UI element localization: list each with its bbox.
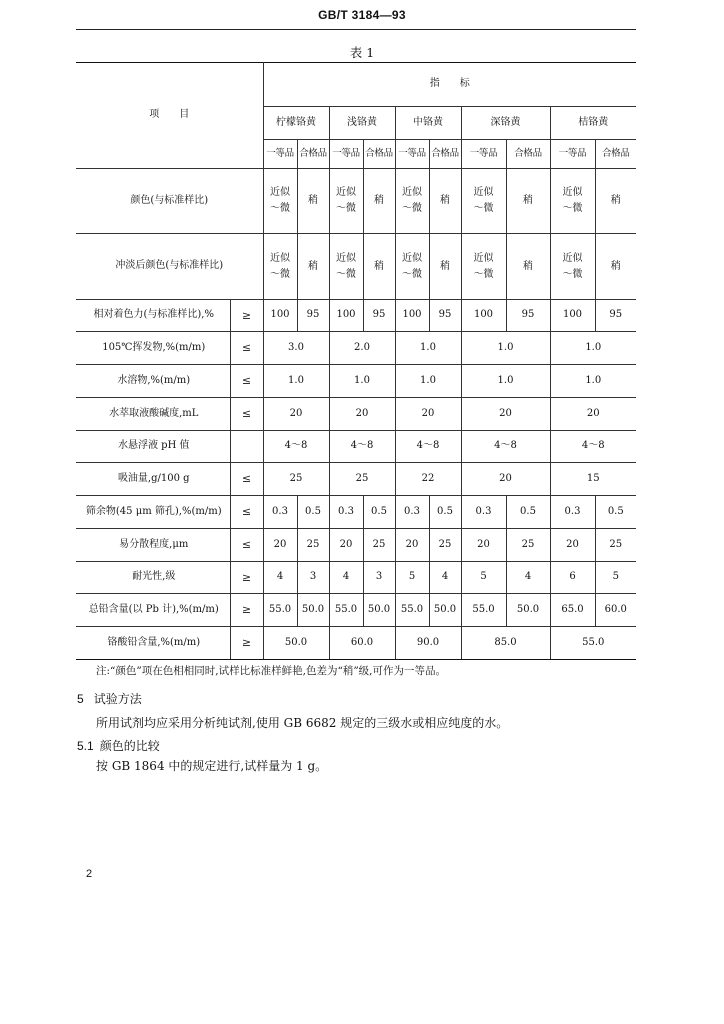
cell-line: ～微 [562, 268, 583, 280]
table-cell [329, 234, 363, 300]
row-operator: ≥ [230, 627, 263, 660]
grade-first-class: 一等品 [329, 140, 363, 169]
cell-line: 稍 [440, 260, 450, 272]
cell-line: ～微 [562, 203, 583, 214]
table-cell: 50.0 [429, 594, 461, 627]
table-cell: 25 [429, 529, 461, 562]
table-cell: 15 [550, 463, 636, 496]
cell-line: ～微 [473, 268, 494, 280]
table-cell: 50.0 [363, 594, 395, 627]
grade-qualified: 合格品 [363, 140, 395, 169]
row-item-label: 总铅含量(以 Pb 计),%(m/m) [76, 594, 230, 627]
table-cell: 0.3 [461, 496, 506, 529]
table-cell: 100 [329, 300, 363, 332]
table-cell: 100 [461, 300, 506, 332]
row-operator: ≥ [230, 594, 263, 627]
table-cell: 4～8 [395, 431, 461, 463]
table-cell: 4～8 [263, 431, 329, 463]
table-cell: 65.0 [550, 594, 595, 627]
table-row [76, 562, 636, 594]
row-item-label: 相对着色力(与标准样比),% [76, 300, 230, 332]
table-cell: 50.0 [506, 594, 550, 627]
table-cell: 1.0 [263, 365, 329, 398]
table-caption: 表 1 [349, 45, 375, 60]
grade-qualified: 合格品 [297, 140, 329, 169]
table-cell: 4 [429, 562, 461, 594]
table-cell: 1.0 [395, 332, 461, 365]
standard-number-header: GB/T 3184—93 [318, 8, 406, 22]
section-5-1-heading [77, 737, 160, 754]
grade-qualified: 合格品 [506, 140, 550, 169]
table-cell [461, 169, 506, 234]
table-cell: 0.5 [595, 496, 636, 529]
row-operator: ≤ [230, 496, 263, 529]
table-row [76, 398, 636, 431]
table-cell: 5 [395, 562, 429, 594]
table-cell [263, 169, 297, 234]
cell-line: 稍 [374, 195, 384, 206]
table-cell [395, 234, 429, 300]
header-rule [76, 29, 636, 30]
table-cell [363, 234, 395, 300]
cell-line: 近似 [336, 252, 356, 264]
table-cell: 0.5 [429, 496, 461, 529]
section-5-1-paragraph: 按 GB 1864 中的规定进行,试样量为 1 g。 [96, 759, 328, 773]
table-row [76, 332, 636, 365]
cell-line: 近似 [562, 187, 583, 198]
table-row [76, 63, 636, 107]
grade-qualified: 合格品 [429, 140, 461, 169]
row-item-label: 105℃挥发物,%(m/m) [76, 332, 230, 365]
row-operator: ≤ [230, 398, 263, 431]
table-cell: 50.0 [263, 627, 329, 660]
table-cell: 3 [297, 562, 329, 594]
table-cell: 1.0 [395, 365, 461, 398]
row-operator: ≤ [230, 529, 263, 562]
table-cell: 25 [329, 463, 395, 496]
cell-line: 近似 [473, 187, 494, 198]
cell-line: 稍 [440, 195, 450, 206]
cell-line: 稍 [523, 195, 533, 206]
table-row [76, 463, 636, 496]
table-cell: 4～8 [461, 431, 550, 463]
table-cell [297, 234, 329, 300]
table-cell: 55.0 [263, 594, 297, 627]
cell-line: 近似 [402, 187, 422, 198]
table-cell: 60.0 [595, 594, 636, 627]
row-item-label: 颜色(与标准样比) [76, 169, 263, 234]
cell-line: 近似 [402, 252, 422, 264]
table-cell: 6 [550, 562, 595, 594]
row-item-label: 水悬浮液 pH 值 [76, 431, 230, 463]
table-cell: 5 [461, 562, 506, 594]
table-cell: 0.3 [395, 496, 429, 529]
table-cell: 20 [550, 529, 595, 562]
row-item-label: 水萃取液酸碱度,mL [76, 398, 230, 431]
table-cell [363, 169, 395, 234]
row-item-label: 铬酸铅含量,%(m/m) [76, 627, 230, 660]
cell-line: ～微 [402, 203, 422, 214]
table-cell: 90.0 [395, 627, 461, 660]
table-cell: 20 [329, 398, 395, 431]
table-cell: 55.0 [395, 594, 429, 627]
table-cell: 22 [395, 463, 461, 496]
table-cell: 55.0 [550, 627, 636, 660]
cell-line: 稍 [308, 260, 318, 272]
cell-line: ～微 [336, 268, 356, 280]
table-cell: 0.3 [550, 496, 595, 529]
section-5-title: 试验方法 [93, 692, 142, 706]
table-cell: 25 [363, 529, 395, 562]
table-cell [461, 234, 506, 300]
row-operator: ≥ [230, 562, 263, 594]
table-cell: 4～8 [550, 431, 636, 463]
table-cell: 95 [506, 300, 550, 332]
cell-line: ～微 [402, 268, 422, 280]
table-cell: 60.0 [329, 627, 395, 660]
table-cell: 25 [297, 529, 329, 562]
table-cell: 20 [461, 398, 550, 431]
row-item-label: 冲淡后颜色(与标准样比) [76, 234, 263, 300]
table-cell: 100 [550, 300, 595, 332]
indicator-header: 指 标 [263, 63, 636, 107]
table-cell: 4～8 [329, 431, 395, 463]
spec-table [76, 62, 636, 660]
table-cell [550, 169, 595, 234]
product-header: 柠檬铬黄 [263, 107, 329, 140]
table-cell: 1.0 [461, 365, 550, 398]
product-header: 中铬黄 [395, 107, 461, 140]
product-header: 桔铬黄 [550, 107, 636, 140]
cell-line: 近似 [270, 187, 290, 198]
grade-first-class: 一等品 [263, 140, 297, 169]
table-cell [595, 234, 636, 300]
cell-line: ～微 [336, 203, 356, 214]
row-item-label: 易分散程度,μm [76, 529, 230, 562]
table-cell: 55.0 [461, 594, 506, 627]
table-cell [429, 169, 461, 234]
section-5-paragraph: 所用试剂均应采用分析纯试剂,使用 GB 6682 规定的三级水或相应纯度的水。 [96, 716, 509, 730]
table-cell: 20 [461, 529, 506, 562]
table-cell: 1.0 [329, 365, 395, 398]
table-cell: 95 [595, 300, 636, 332]
table-cell: 20 [263, 529, 297, 562]
cell-line: ～微 [473, 203, 494, 214]
table-cell: 20 [329, 529, 363, 562]
table-cell: 3 [363, 562, 395, 594]
row-item-label: 水溶物,%(m/m) [76, 365, 230, 398]
table-cell: 85.0 [461, 627, 550, 660]
table-row [76, 365, 636, 398]
table-cell [329, 169, 363, 234]
product-header: 深铬黄 [461, 107, 550, 140]
table-row [76, 234, 636, 300]
row-operator: ≥ [230, 300, 263, 332]
section-5-heading [77, 690, 142, 707]
page-number: 2 [86, 868, 93, 880]
cell-line: 稍 [610, 260, 621, 272]
table-cell: 50.0 [297, 594, 329, 627]
table-cell [429, 234, 461, 300]
cell-line: 稍 [610, 195, 621, 206]
table-cell: 0.3 [263, 496, 297, 529]
item-header: 项 目 [76, 63, 263, 169]
table-cell: 20 [461, 463, 550, 496]
cell-line: ～微 [270, 203, 290, 214]
table-cell: 0.3 [329, 496, 363, 529]
table-row [76, 496, 636, 529]
row-item-label: 筛余物(45 μm 筛孔),%(m/m) [76, 496, 230, 529]
table-cell: 20 [263, 398, 329, 431]
section-5-1-number: 5.1 [77, 739, 94, 753]
table-cell: 1.0 [550, 365, 636, 398]
table-cell [550, 234, 595, 300]
table-cell: 0.5 [363, 496, 395, 529]
row-operator: ≤ [230, 332, 263, 365]
table-cell: 4 [263, 562, 297, 594]
grade-qualified: 合格品 [595, 140, 636, 169]
cell-line: 近似 [270, 252, 290, 264]
row-item-label: 吸油量,g/100 g [76, 463, 230, 496]
table-cell: 20 [550, 398, 636, 431]
table-row [76, 169, 636, 234]
table-cell [263, 234, 297, 300]
cell-line: 稍 [523, 260, 533, 272]
table-cell: 100 [263, 300, 297, 332]
table-cell: 95 [429, 300, 461, 332]
table-cell: 55.0 [329, 594, 363, 627]
table-cell: 3.0 [263, 332, 329, 365]
grade-first-class: 一等品 [550, 140, 595, 169]
row-item-label: 耐光性,级 [76, 562, 230, 594]
table-row [76, 300, 636, 332]
row-operator [230, 431, 263, 463]
cell-line: 近似 [336, 187, 356, 198]
table-cell: 25 [263, 463, 329, 496]
table-row [76, 594, 636, 627]
table-cell [506, 169, 550, 234]
table-cell: 4 [329, 562, 363, 594]
grade-first-class: 一等品 [395, 140, 429, 169]
cell-line: 近似 [562, 252, 583, 264]
table-cell: 1.0 [550, 332, 636, 365]
table-cell: 4 [506, 562, 550, 594]
table-cell: 0.5 [506, 496, 550, 529]
table-cell: 95 [363, 300, 395, 332]
cell-line: ～微 [270, 268, 290, 280]
cell-line: 稍 [374, 260, 384, 272]
table-cell [506, 234, 550, 300]
table-cell: 95 [297, 300, 329, 332]
cell-line: 近似 [473, 252, 494, 264]
table-cell [595, 169, 636, 234]
table-cell [297, 169, 329, 234]
table-cell: 1.0 [461, 332, 550, 365]
table-cell: 2.0 [329, 332, 395, 365]
row-operator: ≤ [230, 463, 263, 496]
table-row [76, 431, 636, 463]
product-header: 浅铬黄 [329, 107, 395, 140]
table-cell: 20 [395, 398, 461, 431]
section-5-1-title: 颜色的比较 [99, 739, 160, 753]
table-cell [395, 169, 429, 234]
table-cell: 20 [395, 529, 429, 562]
cell-line: 稍 [308, 195, 318, 206]
table-cell: 25 [506, 529, 550, 562]
table-cell: 5 [595, 562, 636, 594]
section-5-number: 5 [77, 692, 84, 706]
table-cell: 25 [595, 529, 636, 562]
table-row [76, 529, 636, 562]
table-cell: 0.5 [297, 496, 329, 529]
row-operator: ≤ [230, 365, 263, 398]
table-cell: 100 [395, 300, 429, 332]
table-row [76, 627, 636, 660]
table-note: 注:“颜色”项在色相相同时,试样比标准样鲜艳,色差为“稍”级,可作为一等品。 [96, 665, 447, 677]
grade-first-class: 一等品 [461, 140, 506, 169]
